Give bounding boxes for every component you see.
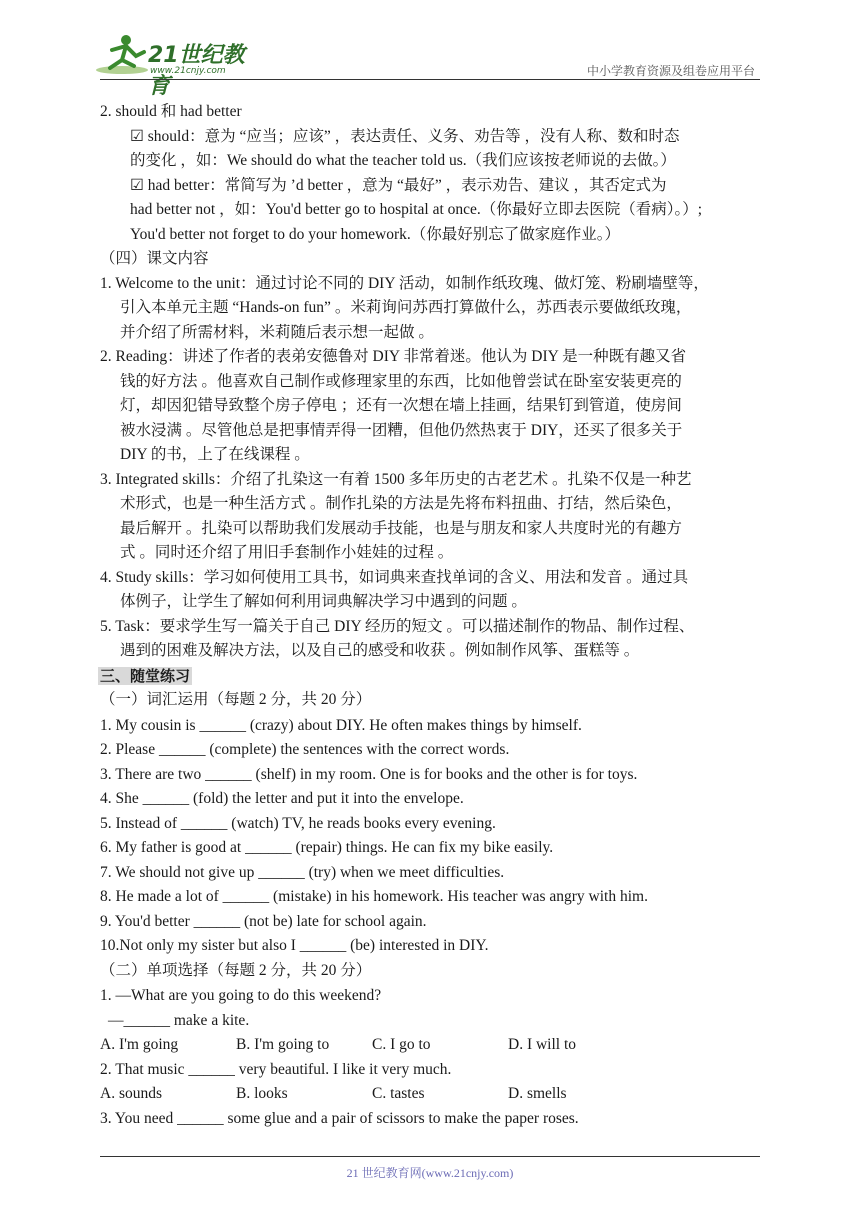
text-line: 遇到的困难及解决方法，以及自己的感受和收获 。例如制作风筝、蛋糕等 。 [120,642,640,659]
site-logo [92,30,262,99]
mc-option: C. tastes [372,1085,425,1102]
mc-question: 1. —What are you going to do this weekend? [100,987,382,1004]
vocab-item: 9. You'd better ______ (not be) late for school again. [100,913,427,930]
text-line: 4. Study skills：学习如何使用工具书，如词典来查找单词的含义、用法和发音 。通过具 [100,569,689,586]
vocab-item: 10.Not only my sister but also I ______ (be) interested in DIY. [100,937,489,954]
grammar-line: 的变化 ，如：We should do what the teacher told us.（我们应该按老师说的去做。） [130,152,676,169]
text-line: 灯，却因犯错导致整个房子停电 ；还有一次想在墙上挂画，结果钉到管道，使房间 [120,397,682,414]
part2-title: （二）单项选择（每题 2 分，共 20 分） [100,962,372,979]
text-line: 术形式，也是一种生活方式 。制作扎染的方法是先将布料扭曲、打结，然后染色， [120,495,682,512]
vocab-item: 5. Instead of ______ (watch) TV, he reads books every evening. [100,815,496,832]
platform-name: 中小学教育资源及组卷应用平台 [586,64,755,78]
text-line: 1. Welcome to the unit：通过讨论不同的 DIY 活动，如制作纸玫瑰、做灯笼、粉刷墙壁等， [100,275,709,292]
text-line: 体例子，让学生了解如何利用词典解决学习中遇到的问题 。 [120,593,527,610]
section-title: （四）课文内容 [100,250,209,267]
grammar-line: ☑ should：意为 “应当；应该” ，表达责任、义务、劝告等 ，没有人称、数和时态 [130,128,680,145]
grammar-item-title: 2. should 和 had better [100,103,242,120]
mc-option: C. I go to [372,1036,431,1053]
vocab-item: 4. She ______ (fold) the letter and put it into the envelope. [100,790,464,807]
vocab-item: 1. My cousin is ______ (crazy) about DIY. He often makes things by himself. [100,717,582,734]
footer-text: 21 世纪教育网(www.21cnjy.com) [346,1166,514,1180]
text-line: 3. Integrated skills：介绍了扎染这一有着 1500 多年历史的古老艺术 。扎染不仅是一种艺 [100,471,692,488]
vocab-item: 3. There are two ______ (shelf) in my room. One is for books and the other is for toys. [100,766,638,783]
text-line: 5. Task：要求学生写一篇关于自己 DIY 经历的短文 。可以描述制作的物品、制作过程、 [100,618,695,635]
grammar-line: had better not ，如：You'd better go to hospital at once.（你最好立即去医院（看病）。）; [130,201,703,218]
text-line: 2. Reading：讲述了作者的表弟安德鲁对 DIY 非常着迷。他认为 DIY 是一种既有趣又省 [100,348,687,365]
mc-option: D. smells [508,1085,567,1102]
logo-url: www.21cnjy.com [150,66,226,76]
grammar-line: You'd better not forget to do your homework.（你最好别忘了做家庭作业。） [130,226,621,243]
mc-option: A. sounds [100,1085,163,1102]
part1-title: （一）词汇运用（每题 2 分，共 20 分） [100,691,372,708]
text-line: 钱的好方法 。他喜欢自己制作或修理家里的东西，比如他曾尝试在卧室安装更亮的 [120,373,682,390]
grammar-line: ☑ had better：常简写为 ’d better ，意为 “最好” ，表示劝告、建议 ，其否定式为 [130,177,667,194]
text-line: DIY 的书，上了在线课程 。 [120,446,310,463]
vocab-item: 8. He made a lot of ______ (mistake) in his homework. His teacher was angry with him. [100,888,648,905]
mc-option: A. I'm going [100,1036,179,1053]
text-line: 式 。同时还介绍了用旧手套制作小娃娃的过程 。 [120,544,454,561]
mc-question-answer-line: —______ make a kite. [108,1012,250,1029]
text-line: 引入本单元主题 “Hands-on fun” 。米莉询问苏西打算做什么，苏西表示要做纸玫瑰， [120,299,692,316]
footer-divider [100,1156,760,1157]
vocab-item: 6. My father is good at ______ (repair) things. He can fix my bike easily. [100,839,554,856]
practice-heading: 三、随堂练习 [100,667,191,685]
mc-option: B. I'm going to [236,1036,330,1053]
vocab-item: 2. Please ______ (complete) the sentences with the correct words. [100,741,510,758]
header-divider [100,79,760,80]
text-line: 最后解开 。扎染可以帮助我们发展动手技能，也是与朋友和家人共度时光的有趣方 [120,520,682,537]
mc-question: 3. You need ______ some glue and a pair of scissors to make the paper roses. [100,1110,579,1127]
logo-title: 21世纪教育 [148,43,245,99]
mc-option: B. looks [236,1085,288,1102]
mc-question: 2. That music ______ very beautiful. I like it very much. [100,1061,452,1078]
mc-option: D. I will to [508,1036,577,1053]
text-line: 并介绍了所需材料，米莉随后表示想一起做 。 [120,324,434,341]
vocab-item: 7. We should not give up ______ (try) when we meet difficulties. [100,864,505,881]
text-line: 被水浸满 。尽管他总是把事情弄得一团糟，但他仍然热衷于 DIY，还买了很多关于 [120,422,683,439]
